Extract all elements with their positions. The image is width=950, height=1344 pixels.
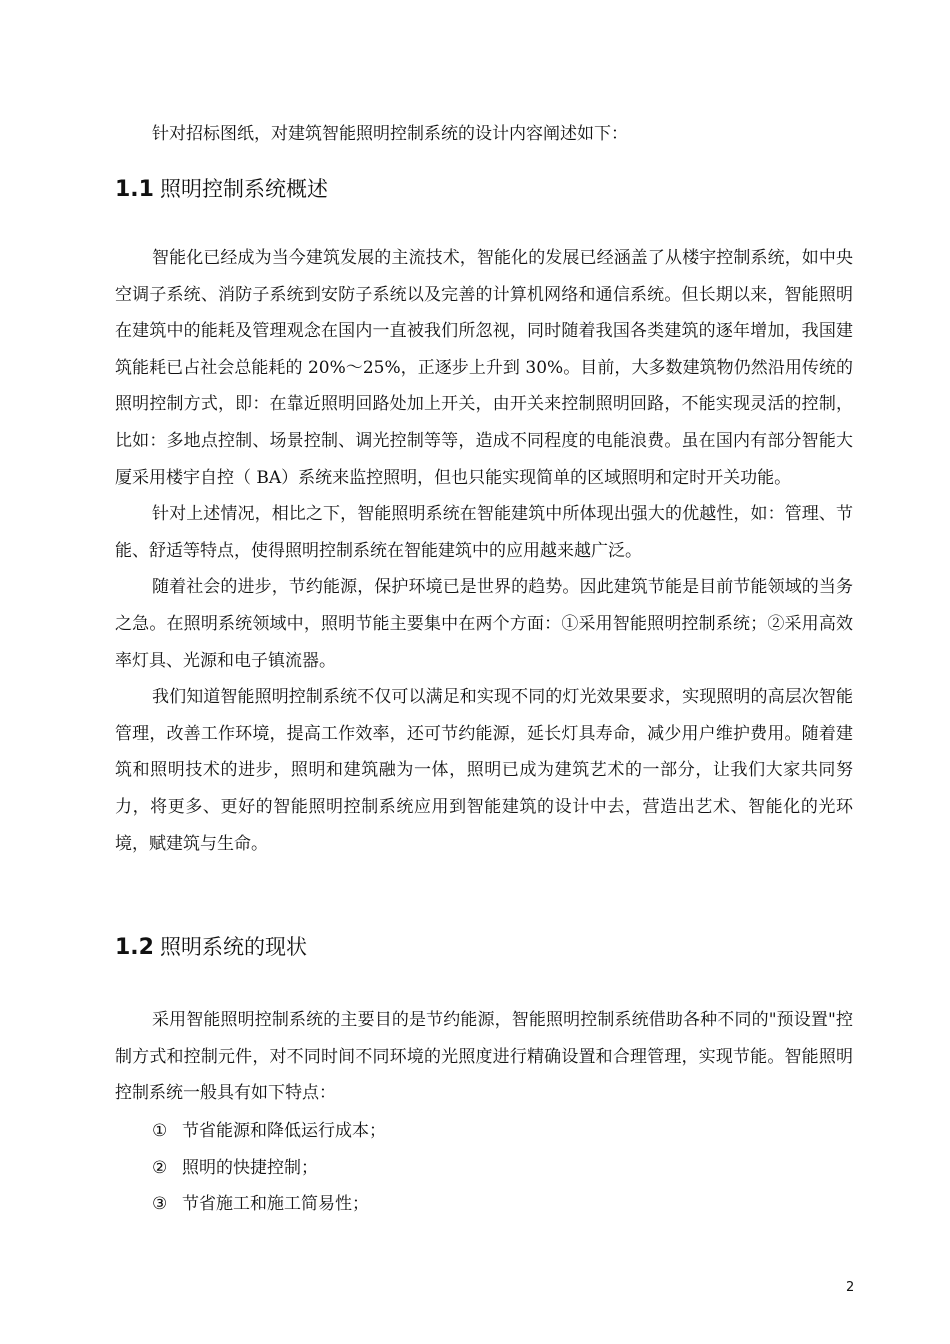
section-title: 照明控制系统概述: [159, 177, 328, 201]
paragraph: 随着社会的进步，节约能源，保护环境已是世界的趋势。因此建筑节能是目前节能领域的当务之急。在照明系统领域中，照明节能主要集中在两个方面：①采用智能照明控制系统；②采用高效率灯具、光源和电子镇流器。: [115, 577, 853, 671]
intro-paragraph: 针对招标图纸，对建筑智能照明控制系统的设计内容阐述如下：: [152, 124, 628, 144]
section-1-2-heading: [115, 932, 307, 963]
section-number: 1.2: [115, 935, 154, 960]
list-marker: ①: [152, 1121, 168, 1141]
list-item: [152, 1186, 386, 1223]
list-item: [152, 1150, 386, 1187]
list-item-text: 照明的快捷控制；: [182, 1157, 318, 1178]
page-number: 2: [846, 1280, 855, 1295]
section-number: 1.1: [115, 177, 154, 202]
feature-list: [152, 1113, 386, 1223]
section-1-2-body: [115, 1002, 853, 1112]
list-item-text: 节省施工和施工简易性；: [182, 1194, 369, 1214]
paragraph: 智能化已经成为当今建筑发展的主流技术，智能化的发展已经涵盖了从楼宇控制系统，如中央空调子系统、消防子系统到安防子系统以及完善的计算机网络和通信系统。但长期以来，智能照明在建筑中的能耗及管理观念在国内一直被我们所忽视，同时随着我国各类建筑的逐年增加，我国建筑能耗已占社会总能耗的 20%～25%，正逐步上升到 30%。目前，大多数建筑物仍然沿用传统的照明控制方式，即：在靠近照明回路处加上开关，由开关来控制照明回路，不能实现灵活的控制，比如：多地点控制、场景控制、调光控制等等，造成不同程度的电能浪费。虽在国内有部分智能大厦采用楼宇自控（ BA）系统来监控照明，但也只能实现简单的区域照明和定时开关功能。: [115, 248, 853, 488]
list-marker: ③: [152, 1194, 168, 1214]
paragraph: 针对上述情况，相比之下，智能照明系统在智能建筑中所体现出强大的优越性，如：管理、节能、舒适等特点，使得照明控制系统在智能建筑中的应用越来越广泛。: [115, 504, 853, 561]
paragraph: 采用智能照明控制系统的主要目的是节约能源，智能照明控制系统借助各种不同的"预设置"控制方式和控制元件，对不同时间不同环境的光照度进行精确设置和合理管理，实现节能。智能照明控制系统一般具有如下特点：: [115, 1010, 853, 1104]
list-item: [152, 1113, 386, 1150]
paragraph: 我们知道智能照明控制系统不仅可以满足和实现不同的灯光效果要求，实现照明的高层次智能管理，改善工作环境，提高工作效率，还可节约能源，延长灯具寿命，减少用户维护费用。随着建筑和照明技术的进步，照明和建筑融为一体，照明已成为建筑艺术的一部分，让我们大家共同努力，将更多、更好的智能照明控制系统应用到智能建筑的设计中去，营造出艺术、智能化的光环境，赋建筑与生命。: [115, 687, 853, 854]
section-1-1-heading: [115, 174, 328, 205]
list-marker: ②: [152, 1157, 168, 1178]
list-item-text: 节省能源和降低运行成本；: [182, 1121, 386, 1141]
section-title: 照明系统的现状: [159, 935, 307, 959]
section-1-1-body: [115, 240, 853, 862]
